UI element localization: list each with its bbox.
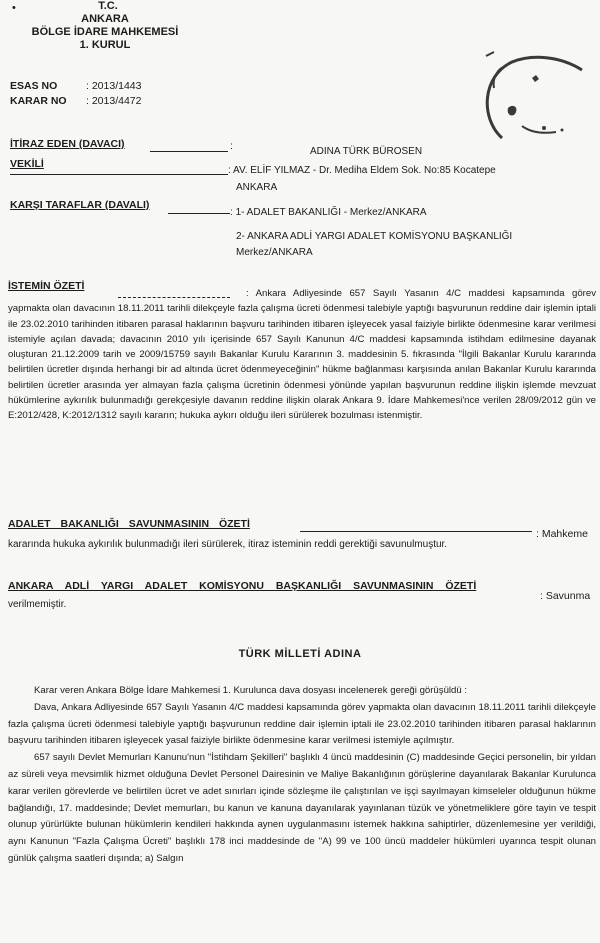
karar-value: : 2013/4472	[86, 95, 142, 107]
esas-label: ESAS NO	[10, 80, 58, 92]
adalet-colon: : Mahkeme	[536, 528, 588, 540]
komisyon-text: verilmemiştir.	[8, 599, 67, 610]
adalet-underline	[300, 531, 532, 532]
istem-label: İSTEMİN ÖZETİ	[8, 280, 85, 292]
istem-dotted	[118, 297, 230, 298]
official-seal-icon	[472, 48, 600, 146]
itiraz-label: İTİRAZ EDEN (DAVACI)	[10, 138, 125, 150]
istem-body: : Ankara Adliyesinde 657 Sayılı Yasanın 4/C maddesi kapsamında görev yapmakta olan davacının 18.11.2011 tarihli dilekçeyle fazla çalışma ücreti ödenmesi talebiyle yaptığı başvurunun reddine dair işlemin iptali ile 23.02.2010 tarihinden itibaren parasal haklarının başvuru tarihinden itibaren işleyecek yasal faiziyle birlikte ödenmesine karar verilmesi istemiyle açılan davada; davacının 2010 yılı içerisinde 657 Sayılı Kanunun 4/C maddesi kapsamında istihdam edilmesine dayanak oluşturan 21.12.2009 tarih ve 2009/15759 sayılı Bakanlar Kurulu Kararının 3. maddesinin 5. fıkrasında "İlgili Bakanlar Kurulu kararında belirtilen ücretler dışında herhangi bir ad altında ücret ödenmeyeceğinin" hükme bağlanması karşısında anılan Bakanlar Kurulu kararında belirtilen ücretler arasında yer almayan fazla çalışma ücretinin ödenmesi yönünde yapılan başvurunun reddine ilişkin işlemde mevzuat hükümlerine aykırılık bulunmadığı gerekçesiyle davanın reddine ilişkin olarak Ankara 9. İdare Mahkemesi'nce verilen 28/09/2012 gün ve E:2012/428, K:2012/1312 sayılı kararın; hukuka aykırı olduğu ileri sürülerek bozulması istenmiştir.	[8, 288, 596, 422]
karsi-1-text: 1- ADALET BAKANLIĞI - Merkez/ANKARA	[235, 207, 427, 218]
court-header	[0, 0, 210, 52]
esas-value: : 2013/1443	[86, 80, 142, 92]
karsi-2b: Merkez/ANKARA	[236, 247, 313, 258]
header-city: ANKARA	[81, 13, 129, 25]
vekil-value: : AV. ELİF YILMAZ - Dr. Mediha Eldem Sok. No:85 Kocatepe	[228, 165, 496, 176]
itiraz-value: ADINA TÜRK BÜROSEN	[310, 146, 423, 157]
vekil-city: ANKARA	[236, 182, 278, 193]
header-court: BÖLGE İDARE MAHKEMESİ	[31, 26, 179, 38]
komisyon-heading: ANKARA ADLİ YARGI ADALET KOMİSYONU BAŞKANLIĞI SAVUNMASININ ÖZETİ	[8, 580, 477, 592]
karar-no	[10, 95, 141, 108]
vekil-label: VEKİLİ	[10, 158, 44, 170]
itiraz-underline	[150, 151, 228, 152]
header-chamber: 1. KURUL	[79, 39, 131, 51]
istem-paragraph	[8, 286, 596, 424]
karar-label: KARAR NO	[10, 95, 67, 107]
body-p1: Karar veren Ankara Bölge İdare Mahkemesi 1. Kurulunca dava dosyası incelenerek gereği görüşüldü :	[34, 685, 468, 696]
karsi-2: 2- ANKARA ADLİ YARGI ADALET KOMİSYONU BAŞKANLIĞI	[236, 231, 513, 242]
istem-text	[8, 286, 596, 424]
adalet-heading: ADALET BAKANLIĞI SAVUNMASININ ÖZETİ	[8, 518, 250, 530]
vekil-underline	[10, 174, 228, 175]
esas-no	[10, 80, 141, 93]
margin-dot: •	[12, 2, 16, 14]
karsi-1: : 1- ADALET BAKANLIĞI - Merkez/ANKARA	[230, 207, 427, 218]
decision-body	[8, 683, 596, 868]
body-p3: 657 sayılı Devlet Memurları Kanunu'nun "İstihdam Şekilleri" başlıklı 4 üncü maddesinin (C) maddesinde Geçici personelin, bir yıldan az süreli veya mevsimlik hizmet olduğuna Devlet Personel Dairesinin ve Maliye Bakanlığının görüşlerine dayanılarak Bakanlar Kurulunca karar verilen görevlerde ve belirtilen ücret ve adet sınırları içinde sözleşme ile çalıştırılan ve işçi sayılmayan kimseleler olduğunun hükme bağlandığı, 17. maddesinde; Devlet memurları, bu kanun ve kanuna dayanılarak yayınlanan tüzük ve yönetmeliklere göre tayin ve tespit olunup yürürlükte bulunan hükümlerin kendileri hakkında aynen uygulanmasını istemek hakkına sahiptirler, düzenlemesine yer verildiği, aynı Kanunun "Fazla Çalışma Ücreti" başlıklı 178 inci maddesinde de "A) 99 ve 100 üncü maddeler hükümleri uyarınca tespit olunan günlük çalışma saatleri dışında; a) Salgın	[8, 752, 596, 864]
body-p2: Dava, Ankara Adliyesinde 657 Sayılı Yasanın 4/C maddesi kapsamında görev yapmakta olan davacının 18.11.2011 tarihli dilekçeyle fazla çalışma ücreti ödenmesi talebiyle yaptığı başvurunun reddine dair işlemin iptali ile 23.02.2010 tarihinden itibaren parasal haklarının başvuru tarihinden itibaren işleyecek yasal faiziyle birlikte ödenmesine karar verilmesi istemiyle açılmıştır.	[8, 701, 596, 747]
header-tc: T.C.	[98, 0, 118, 12]
karsi-label: KARŞI TARAFLAR (DAVALI)	[10, 199, 150, 211]
karsi-underline	[168, 213, 230, 214]
vekil-address: AV. ELİF YILMAZ - Dr. Mediha Eldem Sok. No:85 Kocatepe	[233, 165, 496, 176]
komisyon-colon: : Savunma	[540, 590, 591, 602]
itiraz-colon: :	[230, 140, 233, 152]
adalet-text: kararında hukuka aykırılık bulunmadığı ileri sürülerek, itiraz isteminin reddi gerektiği savunulmuştur.	[8, 539, 448, 550]
decision-title: TÜRK MİLLETİ ADINA	[238, 648, 362, 660]
